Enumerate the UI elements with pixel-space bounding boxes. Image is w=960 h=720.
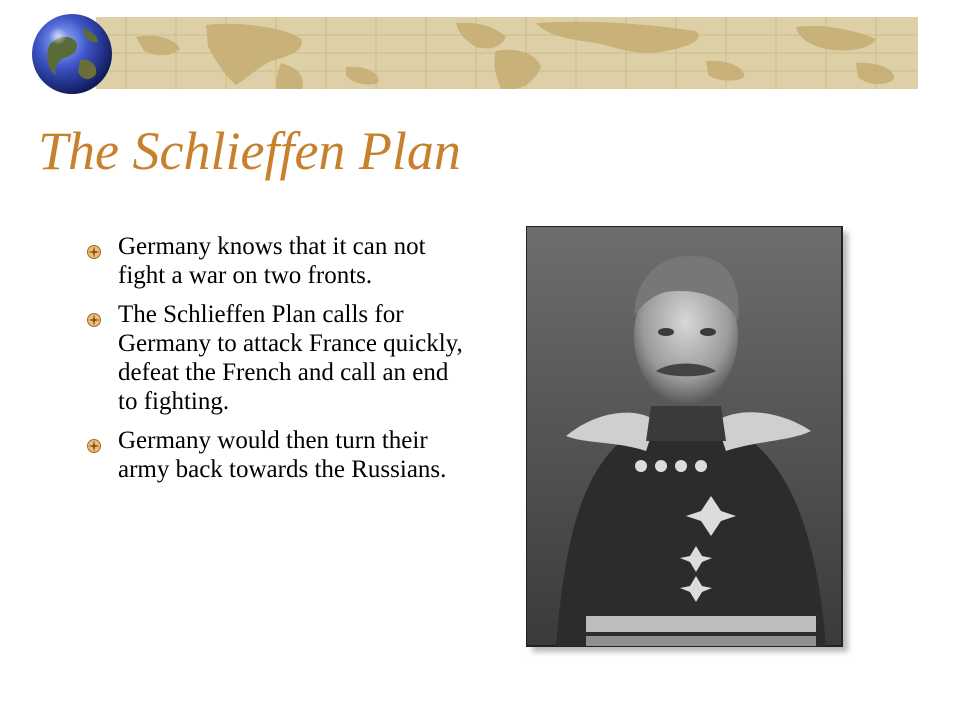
header-map-banner [96, 17, 918, 89]
bullet-item [86, 426, 466, 484]
bullet-item [86, 300, 466, 416]
bullet-list [86, 232, 466, 494]
world-map-pattern [96, 17, 918, 89]
bullet-item [86, 232, 466, 290]
sun-bullet-icon [86, 306, 102, 322]
portrait-photo [526, 226, 854, 658]
bullet-text: Germany would then turn their army back towards the Russians. [118, 427, 447, 483]
bullet-text: The Schlieffen Plan calls for Germany to attack France quickly, defeat the French and call an end to fighting. [118, 301, 463, 415]
globe-icon [28, 10, 116, 98]
slide-title: The Schlieffen Plan [38, 121, 461, 181]
sun-bullet-icon [86, 432, 102, 448]
sun-bullet-icon [86, 238, 102, 254]
bullet-text: Germany knows that it can not fight a war on two fronts. [118, 233, 426, 289]
